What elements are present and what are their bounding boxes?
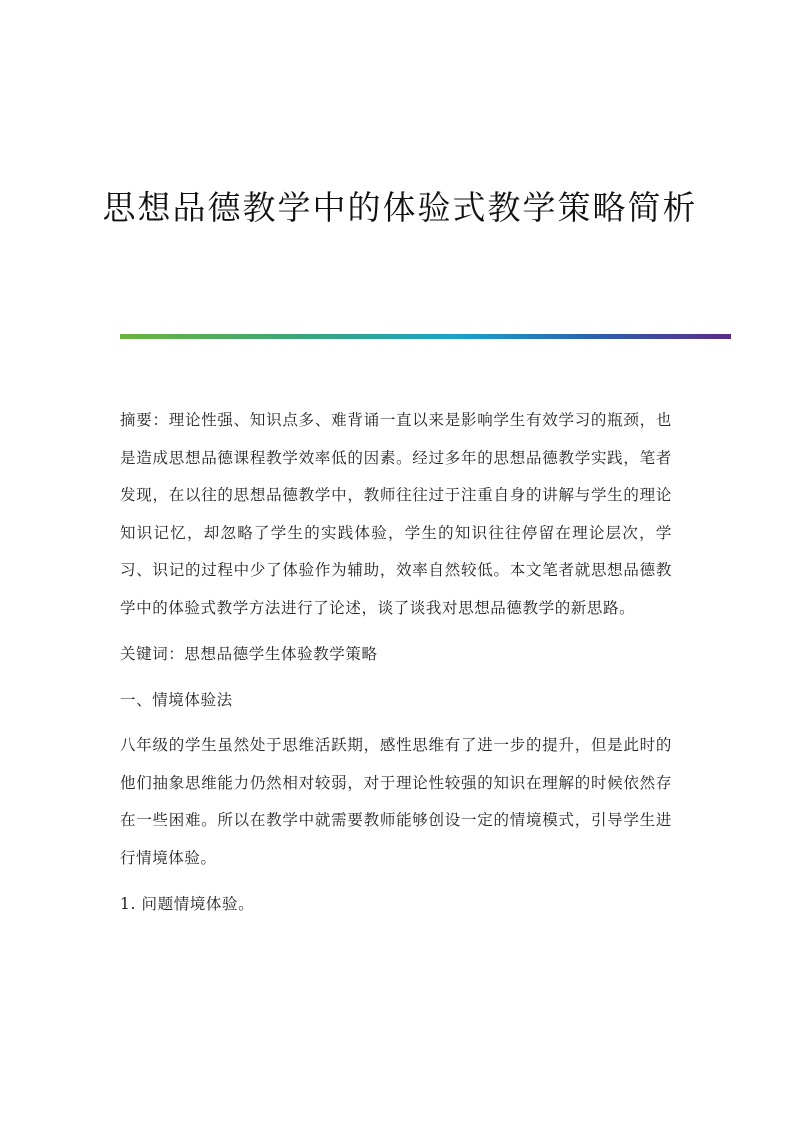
document-title: 思想品德教学中的体验式教学策略简析 — [102, 188, 698, 227]
keywords-paragraph — [120, 636, 672, 674]
keywords-label: 关键词： — [120, 645, 185, 663]
abstract-label: 摘要： — [120, 411, 169, 429]
title-divider — [120, 334, 731, 339]
abstract-paragraph — [120, 402, 672, 627]
document-body — [120, 402, 672, 934]
subsection-heading: 1. 问题情境体验。 — [120, 895, 255, 913]
abstract-text: 理论性强、知识点多、难背诵一直以来是影响学生有效学习的瓶颈，也是造成思想品德课程教学效率低的因素。经过多年的思想品德教学实践，笔者发现，在以往的思想品德教学中，教师往往过于注重自身的讲解与学生的理论知识记忆，却忽略了学生的实践体验，学生的知识往往停留在理论层次，学习、识记的过程中少了体验作为辅助，效率自然较低。本文笔者就思想品德教学中的体验式教学方法进行了论述，谈了谈我对思想品德教学的新思路。 — [120, 411, 672, 617]
keywords-text: 思想品德学生体验教学策略 — [184, 645, 378, 663]
section-paragraph: 八年级的学生虽然处于思维活跃期，感性思维有了进一步的提升，但是此时的他们抽象思维能力仍然相对较弱，对于理论性较强的知识在理解的时候依然存在一些困难。所以在教学中就需要教师能够创设一定的情境模式，引导学生进行情境体验。 — [120, 736, 672, 867]
section-heading: 一、情境体验法 — [120, 690, 233, 709]
